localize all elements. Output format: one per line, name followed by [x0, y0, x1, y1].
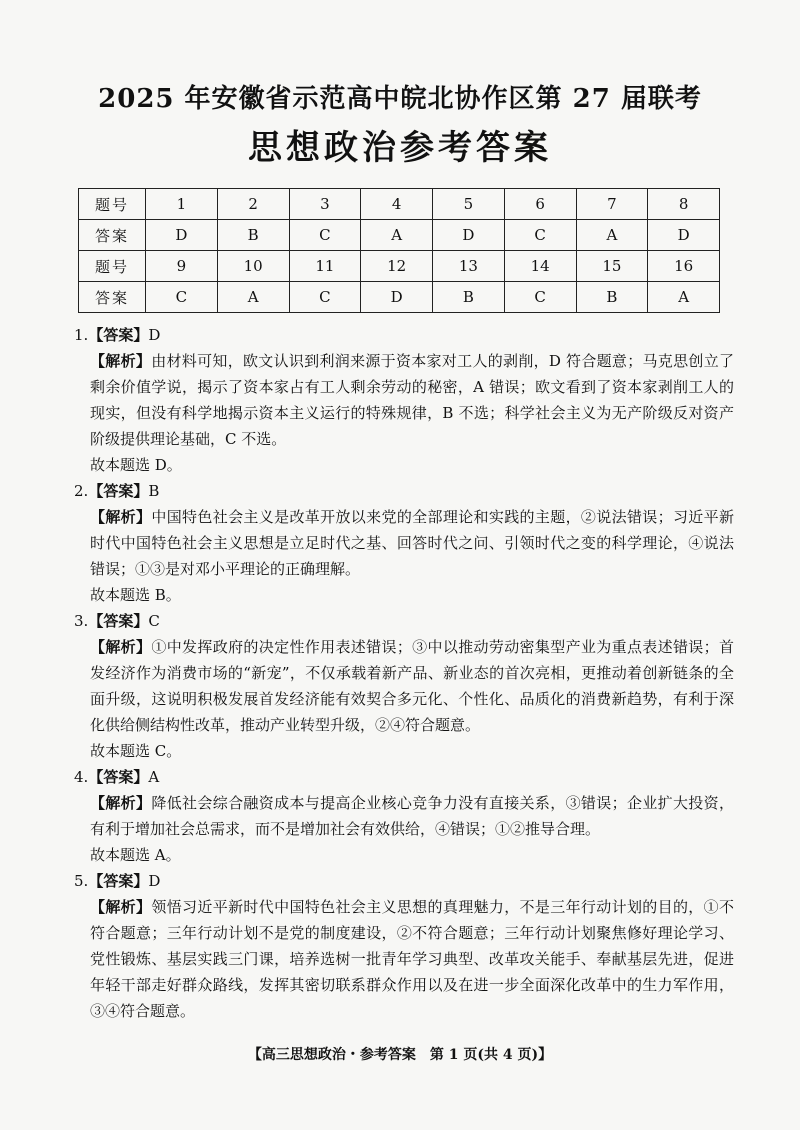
row-label-question: 题号	[79, 189, 146, 220]
question-answer-line	[74, 478, 734, 504]
question-number-cell: 2	[217, 189, 289, 220]
row-label-answer: 答案	[79, 220, 146, 251]
question-number-cell: 4	[361, 189, 433, 220]
question-answer-line	[74, 868, 734, 894]
analysis-text: 由材料可知，欧文认识到利润来源于资本家对工人的剥削，D 符合题意；马克思创立了剩余价值学说，揭示了资本家占有工人剩余劳动的秘密，A 错误；欧文看到了资本家剥削工人的现实，但没有科学地揭示资本主义运行的特殊规律，B 不选；科学社会主义为无产阶级反对资产阶级提供理论基础，C 不选。	[90, 352, 734, 448]
conclusion-line: 故本题选 B。	[90, 586, 181, 604]
question-number-cell: 1	[146, 189, 218, 220]
question-number: 2.	[74, 482, 89, 500]
analysis-paragraph	[90, 348, 734, 452]
question-number-cell: 5	[433, 189, 505, 220]
analysis-paragraph	[90, 894, 734, 1024]
question-number: 3.	[74, 612, 89, 630]
question-number-cell: 3	[289, 189, 361, 220]
answer-tag: 【答案】	[88, 768, 149, 786]
question-number-cell: 14	[504, 251, 576, 282]
analysis-tag: 【解析】	[90, 508, 152, 526]
answer-cell: B	[576, 282, 648, 313]
answer-letter: A	[148, 768, 160, 786]
question-number-cell: 11	[289, 251, 361, 282]
answer-cell: A	[361, 220, 433, 251]
answer-table	[78, 188, 720, 313]
answer-tag: 【答案】	[88, 326, 149, 344]
question-number-row	[79, 251, 720, 282]
answer-letter: D	[148, 872, 161, 890]
analysis-text: 领悟习近平新时代中国特色社会主义思想的真理魅力，不是三年行动计划的目的，①不符合题意；三年行动计划不是党的制度建设，②不符合题意；三年行动计划聚焦修好理论学习、党性锻炼、基层实践三门课，培养选树一批青年学习典型、改革攻关能手、奉献基层先进，促进年轻干部走好群众路线，发挥其密切联系群众作用以及在进一步全面深化改革中的生力军作用，③④符合题意。	[90, 898, 734, 1020]
question-number-cell: 7	[576, 189, 648, 220]
answer-cell: A	[217, 282, 289, 313]
question-number-row	[79, 189, 720, 220]
answer-cell: C	[289, 282, 361, 313]
answer-cell: C	[289, 220, 361, 251]
analysis-paragraph	[90, 634, 734, 738]
answer-tag: 【答案】	[88, 612, 149, 630]
answer-tag: 【答案】	[88, 872, 149, 890]
answer-letter: C	[148, 612, 160, 630]
answer-letter: D	[148, 326, 161, 344]
question-number-cell: 6	[504, 189, 576, 220]
answer-explanations	[74, 322, 734, 1024]
analysis-tag: 【解析】	[90, 794, 152, 812]
question-number: 5.	[74, 872, 89, 890]
question-answer-line	[74, 764, 734, 790]
analysis-tag: 【解析】	[90, 898, 152, 916]
conclusion-line: 故本题选 C。	[90, 742, 182, 760]
analysis-paragraph	[90, 504, 734, 582]
answer-cell: A	[648, 282, 720, 313]
answer-row	[79, 282, 720, 313]
analysis-tag: 【解析】	[90, 638, 152, 656]
answer-letter: B	[148, 482, 160, 500]
conclusion-line: 故本题选 D。	[90, 456, 182, 474]
answer-cell: C	[504, 220, 576, 251]
answer-cell: C	[146, 282, 218, 313]
question-number: 4.	[74, 768, 89, 786]
conclusion-line: 故本题选 A。	[90, 846, 181, 864]
answer-cell: B	[217, 220, 289, 251]
question-answer-line	[74, 322, 734, 348]
analysis-text: 降低社会综合融资成本与提高企业核心竞争力没有直接关系，③错误；企业扩大投资，有利于增加社会总需求，而不是增加社会有效供给，④错误；①②推导合理。	[90, 794, 734, 838]
analysis-text: ①中发挥政府的决定性作用表述错误；③中以推动劳动密集型产业为重点表述错误；首发经济作为消费市场的“新宠”，不仅承载着新产品、新业态的首次亮相，更推动着创新链条的全面升级，这说明积极发展首发经济能有效契合多元化、个性化、品质化的消费新趋势，有利于深化供给侧结构性改革，推动产业转型升级，②④符合题意。	[90, 638, 734, 734]
answer-tag: 【答案】	[88, 482, 149, 500]
answer-cell: A	[576, 220, 648, 251]
question-number-cell: 8	[648, 189, 720, 220]
row-label-question: 题号	[79, 251, 146, 282]
answer-cell: D	[361, 282, 433, 313]
question-number-cell: 12	[361, 251, 433, 282]
doc-subtitle: 思想政治参考答案	[248, 128, 552, 168]
question-number-cell: 15	[576, 251, 648, 282]
answer-cell: D	[146, 220, 218, 251]
analysis-paragraph	[90, 790, 734, 842]
page-footer: 【高三思想政治・参考答案 第 1 页(共 4 页)】	[247, 1047, 553, 1063]
exam-title: 2025 年安徽省示范高中皖北协作区第 27 届联考	[98, 84, 702, 114]
question-number-cell: 9	[146, 251, 218, 282]
row-label-answer: 答案	[79, 282, 146, 313]
answer-cell: C	[504, 282, 576, 313]
question-number-cell: 10	[217, 251, 289, 282]
answer-cell: D	[433, 220, 505, 251]
answer-cell: B	[433, 282, 505, 313]
question-number-cell: 13	[433, 251, 505, 282]
answer-row	[79, 220, 720, 251]
question-answer-line	[74, 608, 734, 634]
question-number: 1.	[74, 326, 89, 344]
analysis-text: 中国特色社会主义是改革开放以来党的全部理论和实践的主题，②说法错误；习近平新时代中国特色社会主义思想是立足时代之基、回答时代之问、引领时代之变的科学理论，④说法错误；①③是对邓小平理论的正确理解。	[90, 508, 734, 578]
analysis-tag: 【解析】	[90, 352, 152, 370]
question-number-cell: 16	[648, 251, 720, 282]
answer-cell: D	[648, 220, 720, 251]
